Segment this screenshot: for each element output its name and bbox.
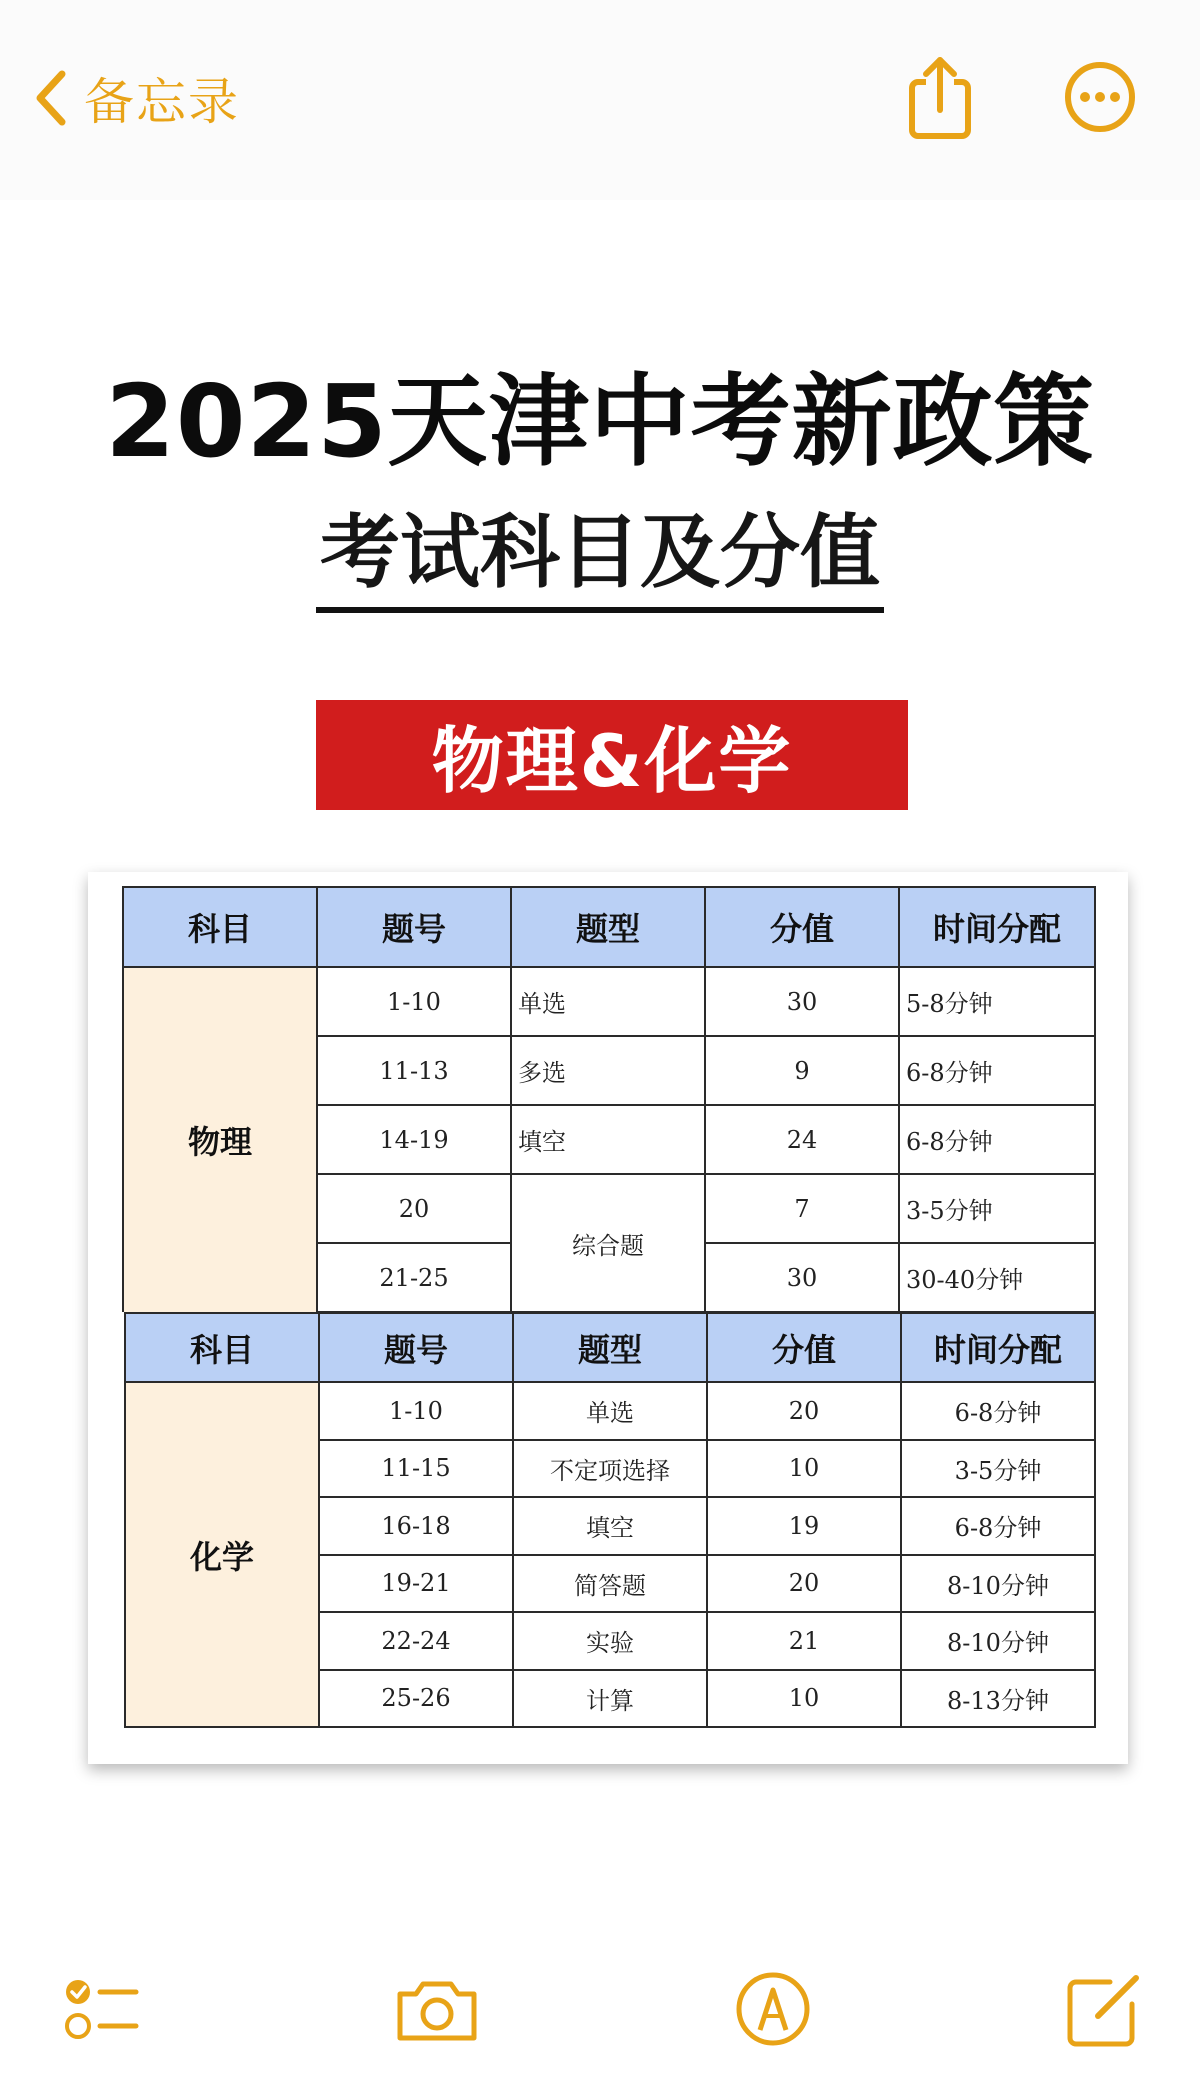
- cell-type: 多选: [511, 1036, 705, 1105]
- cell-score: 24: [705, 1105, 899, 1174]
- cell-type: 填空: [513, 1497, 707, 1555]
- header-subject: 科目: [125, 1313, 319, 1382]
- cell-score: 9: [705, 1036, 899, 1105]
- cell-type-merged: 综合题: [511, 1174, 705, 1312]
- cell-number: 20: [317, 1174, 511, 1243]
- cell-type: 实验: [513, 1612, 707, 1670]
- page-subtitle: [0, 505, 1200, 613]
- header-time: 时间分配: [901, 1313, 1095, 1382]
- physics-table: [122, 886, 1096, 1313]
- table-header-row: [123, 887, 1095, 967]
- cell-time: 30-40分钟: [899, 1243, 1095, 1312]
- cell-number: 16-18: [319, 1497, 513, 1555]
- compose-icon[interactable]: [1060, 1964, 1150, 2054]
- cell-score: 10: [707, 1670, 901, 1728]
- cell-time: 6-8分钟: [899, 1036, 1095, 1105]
- header-subject: 科目: [123, 887, 317, 967]
- header-score: 分值: [705, 887, 899, 967]
- subject-cell-chemistry: 化学: [125, 1382, 319, 1727]
- cell-time: 5-8分钟: [899, 967, 1095, 1036]
- cell-time: 3-5分钟: [901, 1440, 1095, 1498]
- cell-score: 30: [705, 1243, 899, 1312]
- page-title: 2025天津中考新政策: [105, 363, 1095, 480]
- cell-score: 30: [705, 967, 899, 1036]
- table-row: [125, 1382, 1095, 1440]
- cell-number: 11-15: [319, 1440, 513, 1498]
- ellipsis-circle-icon[interactable]: [1060, 52, 1140, 142]
- header-type: 题型: [511, 887, 705, 967]
- cell-score: 10: [707, 1440, 901, 1498]
- header-number: 题号: [319, 1313, 513, 1382]
- cell-number: 1-10: [317, 967, 511, 1036]
- pen-circle-icon[interactable]: [728, 1964, 818, 2054]
- subject-cell-physics: 物理: [123, 967, 317, 1312]
- table-row: [123, 967, 1095, 1036]
- cell-number: 21-25: [317, 1243, 511, 1312]
- cell-number: 22-24: [319, 1612, 513, 1670]
- chevron-left-icon: [32, 68, 68, 128]
- cell-time: 8-10分钟: [901, 1612, 1095, 1670]
- cell-number: 25-26: [319, 1670, 513, 1728]
- cell-time: 8-10分钟: [901, 1555, 1095, 1613]
- cell-number: 14-19: [317, 1105, 511, 1174]
- share-icon[interactable]: [900, 52, 980, 142]
- cell-type: 单选: [513, 1382, 707, 1440]
- header-score: 分值: [707, 1313, 901, 1382]
- camera-icon[interactable]: [392, 1964, 482, 2054]
- cell-time: 6-8分钟: [901, 1382, 1095, 1440]
- cell-type: 填空: [511, 1105, 705, 1174]
- back-label: 备忘录: [84, 73, 240, 131]
- cell-number: 11-13: [317, 1036, 511, 1105]
- cell-type: 简答题: [513, 1555, 707, 1613]
- section-banner: 物理&化学: [316, 700, 908, 810]
- header-time: 时间分配: [899, 887, 1095, 967]
- bottom-toolbar: [0, 1940, 1200, 2094]
- cell-number: 1-10: [319, 1382, 513, 1440]
- cell-score: 7: [705, 1174, 899, 1243]
- cell-score: 20: [707, 1382, 901, 1440]
- cell-score: 20: [707, 1555, 901, 1613]
- cell-time: 8-13分钟: [901, 1670, 1095, 1728]
- chemistry-table: [124, 1312, 1096, 1728]
- subtitle-text: 考试科目及分值: [316, 505, 884, 613]
- cell-score: 21: [707, 1612, 901, 1670]
- header-type: 题型: [513, 1313, 707, 1382]
- cell-number: 19-21: [319, 1555, 513, 1613]
- cell-type: 不定项选择: [513, 1440, 707, 1498]
- cell-score: 19: [707, 1497, 901, 1555]
- table-header-row: [125, 1313, 1095, 1382]
- checklist-icon[interactable]: [56, 1964, 146, 2054]
- back-button[interactable]: [32, 58, 240, 138]
- cell-time: 6-8分钟: [901, 1497, 1095, 1555]
- navigation-bar: [0, 0, 1200, 200]
- cell-type: 单选: [511, 967, 705, 1036]
- cell-time: 6-8分钟: [899, 1105, 1095, 1174]
- cell-time: 3-5分钟: [899, 1174, 1095, 1243]
- cell-type: 计算: [513, 1670, 707, 1728]
- header-number: 题号: [317, 887, 511, 967]
